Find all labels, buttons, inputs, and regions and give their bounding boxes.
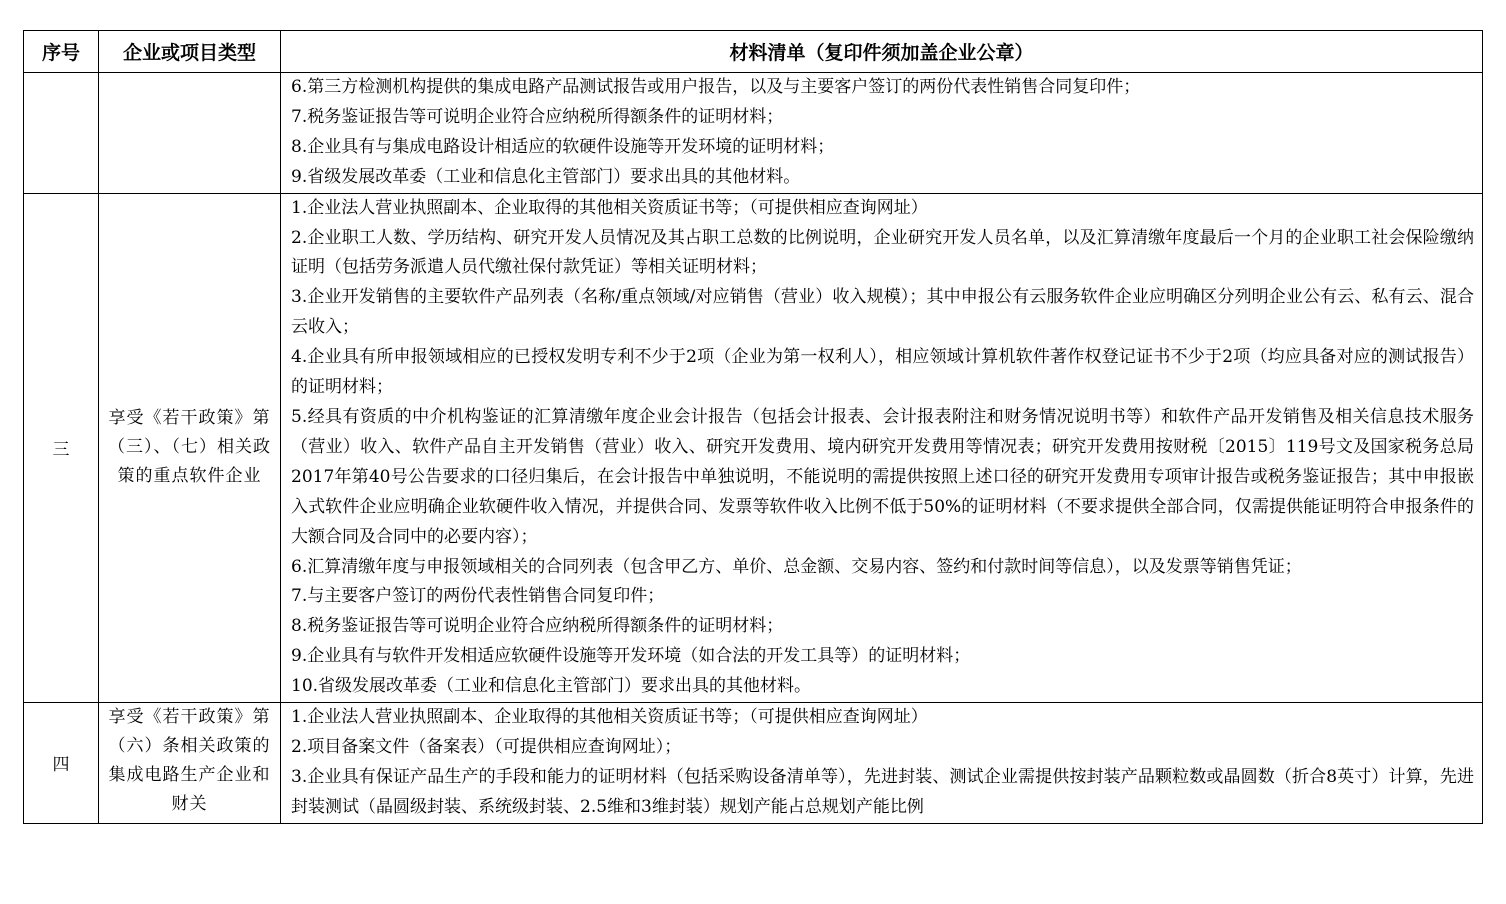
list-item: 6.汇算清缴年度与申报领域相关的合同列表（包含甲乙方、单价、总金额、交易内容、签约和付款时间等信息），以及发票等销售凭证；	[291, 556, 1302, 577]
table-row	[24, 703, 1483, 824]
row-type	[99, 73, 281, 194]
list-item: 1.企业法人营业执照副本、企业取得的其他相关资质证书等；（可提供相应查询网址）	[291, 707, 928, 728]
list-item: 9.省级发展改革委（工业和信息化主管部门）要求出具的其他材料。	[291, 166, 801, 187]
list-item: 2.企业职工人数、学历结构、研究开发人员情况及其占职工总数的比例说明，企业研究开发人员名单，以及汇算清缴年度最后一个月的企业职工社会保险缴纳证明（包括劳务派遣人员代缴社保付款凭证）等相关证明材料；	[291, 227, 1474, 278]
table-header-row	[24, 31, 1483, 73]
list-item: 9.企业具有与软件开发相适应软硬件设施等开发环境（如合法的开发工具等）的证明材料；	[291, 646, 971, 667]
row-type: 享受《若干政策》第（六）条相关政策的集成电路生产企业和财关	[99, 703, 281, 824]
list-item: 6.第三方检测机构提供的集成电路产品测试报告或用户报告，以及与主要客户签订的两份代表性销售合同复印件；	[291, 77, 1141, 97]
row-type: 享受《若干政策》第（三）、（七）相关政策的重点软件企业	[99, 193, 281, 702]
header-type: 企业或项目类型	[99, 31, 281, 73]
list-item: 2.项目备案文件（备案表）（可提供相应查询网址）；	[291, 736, 682, 757]
list-item: 7.税务鉴证报告等可说明企业符合应纳税所得额条件的证明材料；	[291, 106, 784, 127]
list-item: 3.企业开发销售的主要软件产品列表（名称/重点领域/对应销售（营业）收入规模）；其中申报公有云服务软件企业应明确区分列明企业公有云、私有云、混合云收入；	[291, 287, 1474, 338]
table-row	[24, 73, 1483, 194]
list-item: 3.企业具有保证产品生产的手段和能力的证明材料（包括采购设备清单等），先进封装、测试企业需提供按封装产品颗粒数或晶圆数（折合8英寸）计算，先进封装测试（晶圆级封装、系统级封装、2.5维和3维封装）规划产能占总规划产能比例	[291, 766, 1474, 817]
list-item: 4.企业具有所申报领域相应的已授权发明专利不少于2项（企业为第一权利人），相应领域计算机软件著作权登记证书不少于2项（均应具备对应的测试报告）的证明材料；	[291, 347, 1474, 398]
row-materials	[281, 73, 1483, 194]
header-materials: 材料清单（复印件须加盖企业公章）	[281, 31, 1483, 73]
row-materials	[281, 193, 1483, 702]
row-index	[24, 73, 99, 194]
list-item: 10.省级发展改革委（工业和信息化主管部门）要求出具的其他材料。	[291, 676, 812, 697]
list-item: 1.企业法人营业执照副本、企业取得的其他相关资质证书等；（可提供相应查询网址）	[291, 197, 928, 218]
list-item: 8.企业具有与集成电路设计相适应的软硬件设施等开发环境的证明材料；	[291, 136, 835, 157]
row-index: 三	[24, 193, 99, 702]
table-row	[24, 193, 1483, 702]
row-index: 四	[24, 703, 99, 824]
header-index: 序号	[24, 31, 99, 73]
list-item: 8.税务鉴证报告等可说明企业符合应纳税所得额条件的证明材料；	[291, 616, 784, 637]
materials-table	[23, 30, 1483, 824]
list-item: 7.与主要客户签订的两份代表性销售合同复印件；	[291, 586, 665, 607]
list-item: 5.经具有资质的中介机构鉴证的汇算清缴年度企业会计报告（包括会计报表、会计报表附注和财务情况说明书等）和软件产品开发销售及相关信息技术服务（营业）收入、软件产品自主开发销售（营业）收入、研究开发费用、境内研究开发费用等情况表；研究开发费用按财税〔2015〕119号文及国家税务总局2017年第40号公告要求的口径归集后，在会计报告中单独说明，不能说明的需提供按照上述口径的研究开发费用专项审计报告或税务鉴证报告；其中申报嵌入式软件企业应明确企业软硬件收入情况，并提供合同、发票等软件收入比例不低于50%的证明材料（不要求提供全部合同，仅需提供能证明符合申报条件的大额合同及合同中的必要内容）；	[291, 406, 1474, 547]
row-materials	[281, 703, 1483, 824]
